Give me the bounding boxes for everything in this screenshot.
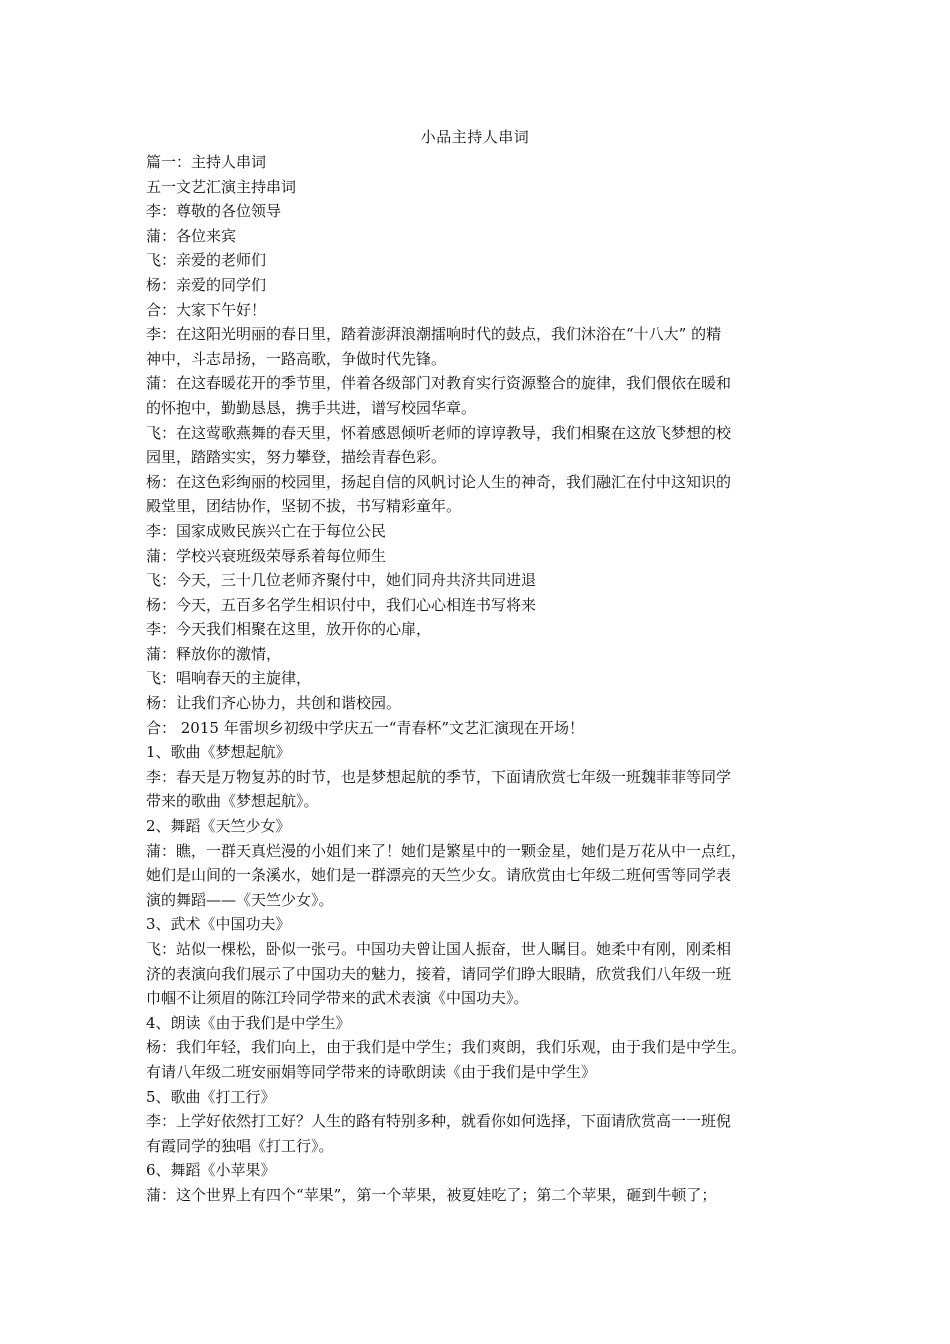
text-line: 李：国家成败民族兴亡在于每位公民	[146, 521, 387, 540]
text-line: 蒲：在这春暖花开的季节里，伴着各级部门对教育实行资源整合的旋律，我们偎依在暖和	[146, 374, 732, 393]
text-line: 李：尊敬的各位领导	[146, 202, 282, 221]
text-line: 李：上学好依然打工好？人生的路有特别多种，就看你如何选择，下面请欣赏高一一班倪	[146, 1112, 732, 1131]
text-line: 的怀抱中，勤勤恳恳，携手共进，谱写校园华章。	[146, 398, 477, 417]
text-line: 合：大家下午好！	[146, 300, 267, 319]
text-line: 4、朗读《由于我们是中学生》	[146, 1013, 351, 1032]
text-line: 杨：让我们齐心协力，共创和谐校园。	[146, 694, 402, 713]
text-line: 蒲：瞧，一群天真烂漫的小姐们来了！她们是繁星中的一颗金星，她们是万花从中一点红，	[146, 841, 747, 860]
text-line: 3、武术《中国功夫》	[146, 915, 291, 934]
text-line: 蒲：各位来宾	[146, 226, 237, 245]
text-line: 园里，踏踏实实，努力攀登，描绘青春色彩。	[146, 448, 447, 467]
text-line: 有请八年级二班安丽娟等同学带来的诗歌朗读《由于我们是中学生》	[146, 1062, 597, 1081]
text-line: 1、歌曲《梦想起航》	[146, 743, 291, 762]
text-line: 李：在这阳光明丽的春日里，踏着澎湃浪潮擂响时代的鼓点，我们沐浴在“十八大” 的精	[146, 325, 722, 344]
text-line: 巾帼不让须眉的陈江玲同学带来的武术表演《中国功夫》。	[146, 989, 529, 1008]
text-line: 合： 2015 年雷坝乡初级中学庆五一“青春杯”文艺汇演现在开场！	[146, 718, 585, 737]
text-line: 殿堂里，团结协作，坚韧不拔，书写精彩童年。	[146, 497, 462, 516]
text-line: 篇一：主持人串词	[146, 153, 267, 171]
text-line: 带来的歌曲《梦想起航》。	[146, 792, 319, 811]
text-line: 2、舞蹈《天竺少女》	[146, 817, 291, 836]
text-line: 飞：在这莺歌燕舞的春天里，怀着感恩倾听老师的谆谆教导，我们相聚在这放飞梦想的校	[146, 423, 732, 442]
text-line: 飞：今天，三十几位老师齐聚付中，她们同舟共济共同进退	[146, 571, 537, 590]
text-line: 飞：亲爱的老师们	[146, 251, 267, 270]
text-line: 蒲：释放你的激情，	[146, 644, 282, 663]
text-line: 杨：在这色彩绚丽的校园里，扬起自信的风帆讨论人生的神奇，我们融汇在付中这知识的	[146, 472, 732, 491]
text-line: 她们是山间的一条溪水，她们是一群漂亮的天竺少女。请欣赏由七年级二班何雪等同学表	[146, 866, 732, 885]
text-line: 蒲：这个世界上有四个“苹果”，第一个苹果，被夏娃吃了；第二个苹果，砸到牛顿了；	[146, 1185, 717, 1204]
text-line: 五一文艺汇演主持串词	[146, 177, 297, 196]
text-line: 神中，斗志昂扬，一路高歌，争做时代先锋。	[146, 349, 447, 368]
text-line: 蒲：学校兴衰班级荣辱系着每位师生	[146, 546, 387, 565]
text-line: 飞：站似一棵松，卧似一张弓。中国功夫曾让国人振奋，世人瞩目。她柔中有刚，刚柔相	[146, 940, 732, 958]
text-line: 杨：我们年轻，我们向上，由于我们是中学生；我们爽朗，我们乐观，由于我们是中学生。	[146, 1038, 747, 1057]
text-line: 杨：今天，五百多名学生相识付中，我们心心相连书写将来	[146, 595, 537, 614]
text-line: 李：今天我们相聚在这里，放开你的心扉，	[146, 620, 432, 639]
text-line: 5、歌曲《打工行》	[146, 1087, 276, 1106]
document-title: 小品主持人串词	[420, 128, 530, 146]
text-line: 杨：亲爱的同学们	[146, 275, 267, 294]
text-line: 飞：唱响春天的主旋律，	[146, 669, 312, 688]
text-line: 有霞同学的独唱《打工行》。	[146, 1136, 334, 1155]
document-body	[146, 150, 811, 1208]
text-line: 6、舞蹈《小苹果》	[146, 1161, 276, 1180]
text-line: 演的舞蹈——《天竺少女》。	[146, 890, 334, 909]
text-line: 济的表演向我们展示了中国功夫的魅力，接着，请同学们睁大眼睛，欣赏我们八年级一班	[146, 964, 732, 983]
text-line: 李：春天是万物复苏的时节，也是梦想起航的季节，下面请欣赏七年级一班魏菲菲等同学	[146, 767, 732, 786]
